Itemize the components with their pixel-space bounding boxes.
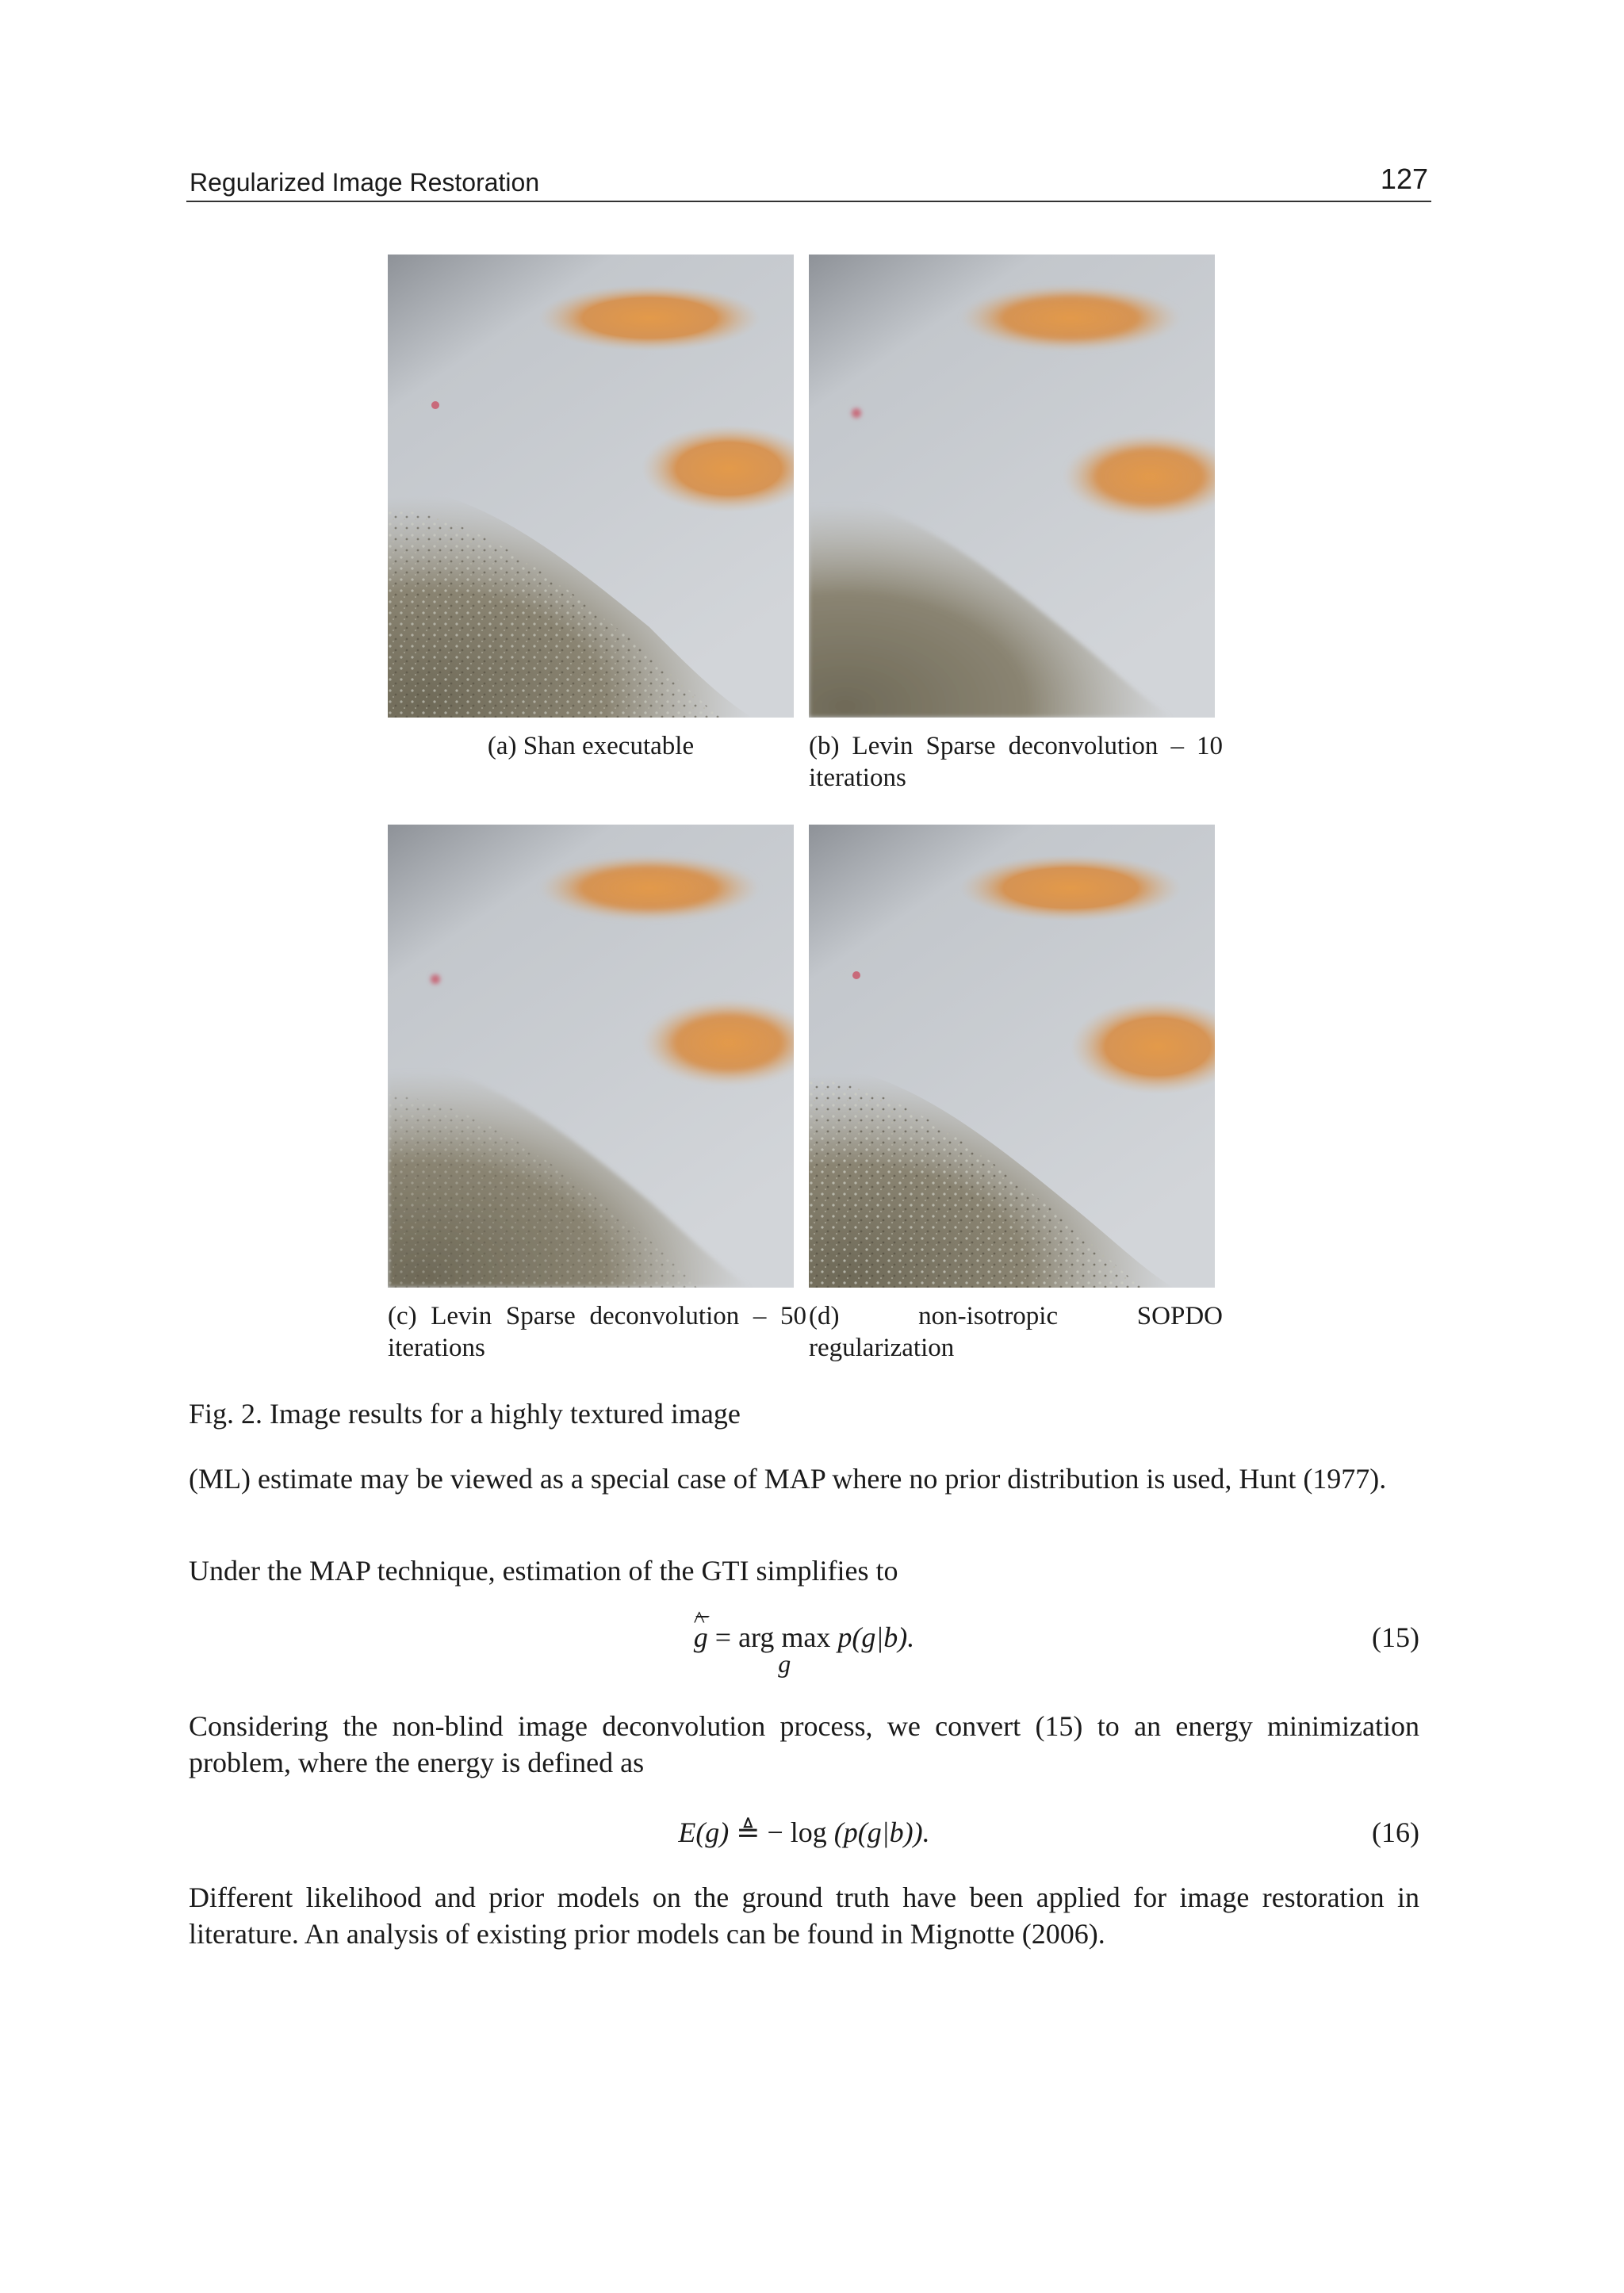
panel-a-image xyxy=(388,255,794,718)
paragraph-energy-minimization: Considering the non-blind image deconvolution process, we convert (15) to an energy minimization problem, where the energy is defined as xyxy=(189,1710,1419,1778)
eq15-equals: = xyxy=(707,1621,739,1653)
eq16-lhs: E(g) xyxy=(678,1816,730,1848)
page-number: 127 xyxy=(1380,163,1428,195)
panel-c-image xyxy=(388,825,794,1288)
equation-15-number: (15) xyxy=(1372,1621,1419,1653)
eq16-minus: − xyxy=(767,1816,791,1848)
paragraph-ml-estimate: (ML) estimate may be viewed as a special case of MAP where no prior distribution is used, Hunt (1977). xyxy=(189,1463,1387,1495)
figure-panel-b xyxy=(809,255,1215,718)
eq15-operator: arg max xyxy=(738,1621,831,1653)
caption-panel-a: (a) Shan executable xyxy=(487,732,695,760)
figure-panel-c xyxy=(388,825,794,1288)
caption-panel-d: (d) non-isotropic SOPDO regularization xyxy=(809,1302,1223,1362)
running-title: Regularized Image Restoration xyxy=(190,168,540,197)
panel-d-image xyxy=(809,825,1215,1288)
eq16-defined-as: ≜ xyxy=(729,1816,768,1848)
equation-16-number: (16) xyxy=(1372,1816,1419,1848)
panel-b-image xyxy=(809,255,1215,718)
figure-caption: Fig. 2. Image results for a highly textured image xyxy=(189,1398,741,1430)
paragraph-prior-models: Different likelihood and prior models on the ground truth have been applied for image restoration in literature. An analysis of existing prior models can be found in Mignotte (2006). xyxy=(189,1881,1419,1950)
eq16-rhs: (p(g|b)). xyxy=(826,1816,930,1848)
equation-15 xyxy=(189,1621,1419,1684)
equation-16 xyxy=(189,1816,1419,1879)
eq15-argmax xyxy=(738,1621,831,1678)
running-header xyxy=(186,163,1431,202)
paragraph-map-technique: Under the MAP technique, estimation of the GTI simplifies to xyxy=(189,1555,898,1587)
eq15-rhs: p(g|b). xyxy=(837,1621,915,1653)
equation-15-body xyxy=(189,1621,1419,1678)
eq15-lhs: g ^ xyxy=(694,1621,708,1654)
figure-panel-d xyxy=(809,825,1215,1288)
eq16-log: log xyxy=(790,1816,827,1848)
eq15-subscript: g xyxy=(778,1649,791,1678)
figure-panel-a xyxy=(388,255,794,718)
caption-panel-c: (c) Levin Sparse deconvolution – 50 iterations xyxy=(388,1302,806,1362)
caption-panel-b: (b) Levin Sparse deconvolution – 10 iterations xyxy=(809,732,1223,792)
equation-16-body xyxy=(189,1816,1419,1849)
